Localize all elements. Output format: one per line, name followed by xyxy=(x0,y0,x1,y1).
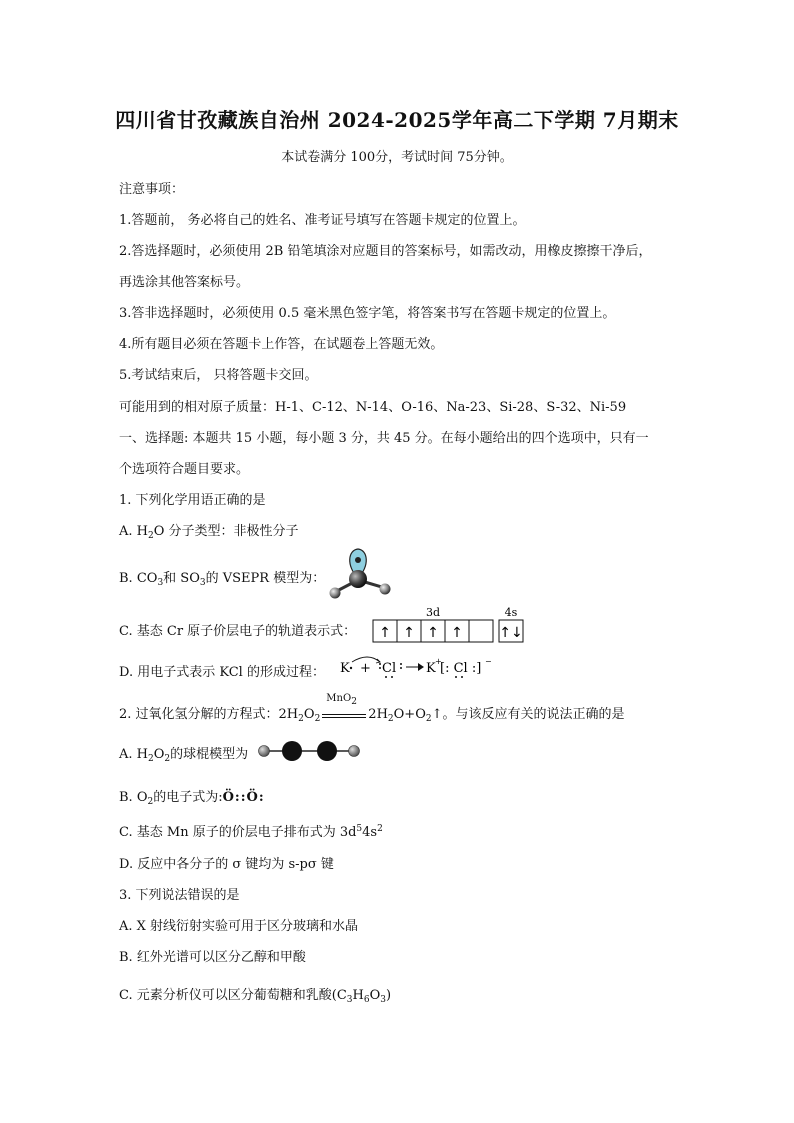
catalyst-sub: 2 xyxy=(351,697,357,707)
orbital-arrow-3: ↑ xyxy=(427,625,439,641)
note-item-4: 4.所有题目必须在答题卡上作答，在试题卷上答题无效。 xyxy=(119,337,444,352)
q2-b-sub: 2 xyxy=(147,797,154,807)
q2-option-a xyxy=(119,743,248,764)
q2-sub1: 2 xyxy=(298,714,304,724)
q1-b-sub2: 3 xyxy=(199,578,206,588)
q2-a-text-end: 的球棍模型为 xyxy=(170,747,249,762)
q3-option-a: A. X 射线衍射实验可用于区分玻璃和水晶 xyxy=(119,919,359,934)
orbital-arrow-1: ↑ xyxy=(379,625,391,641)
q1-b-mid: 和 SO xyxy=(163,571,200,586)
orbital-diagram xyxy=(372,607,528,643)
catalyst-label xyxy=(326,693,357,707)
q2-c-mid: 4s xyxy=(362,825,378,840)
q3-c-sub2: 6 xyxy=(363,995,370,1005)
q2-option-b xyxy=(119,786,265,807)
q3-c-close: ) xyxy=(386,988,392,1003)
q2-option-d: D. 反应中各分子的 σ 键均为 s-pσ 键 xyxy=(119,857,334,872)
q3-stem: 3. 下列说法错误的是 xyxy=(119,888,240,903)
kcl-cl-ion: [: Cl :] xyxy=(440,661,482,676)
section-heading: 一、选择题: 本题共 15 小题，每小题 3 分，共 45 分。在每小题给出的四个选项中，只有一 xyxy=(119,431,649,446)
q2-b-text: B. O xyxy=(119,790,148,805)
section-heading-cont: 个选项符合题目要求。 xyxy=(119,462,250,477)
orbital-arrow-pair: ↑↓ xyxy=(499,625,523,641)
q3-c-o: O xyxy=(369,988,381,1003)
q3-c-sub1: 3 xyxy=(346,995,353,1005)
q1-stem: 1. 下列化学用语正确的是 xyxy=(119,493,266,508)
kcl-cl: Cl xyxy=(382,661,397,676)
q2-o2: O+O xyxy=(393,707,426,722)
atomic-masses: 可能用到的相对原子质量：H-1、C-12、N-14、O-16、Na-23、Si-28、S-32、Ni-59 xyxy=(119,400,627,415)
q2-o: O xyxy=(303,707,315,722)
reaction-arrow xyxy=(320,693,368,722)
q2-a-sub1: 2 xyxy=(148,754,154,764)
catalyst-text: MnO xyxy=(326,693,352,704)
q1-a-sub: 2 xyxy=(148,531,154,541)
q2-c-sup1: 5 xyxy=(356,824,363,834)
q2-b-text-end: 的电子式为: xyxy=(153,790,223,805)
q1-a-text: A. H xyxy=(119,524,148,539)
q3-c-h: H xyxy=(352,988,364,1003)
kcl-plus: + xyxy=(360,661,371,676)
q1-a-text-end: O 分子类型：非极性分子 xyxy=(153,524,299,539)
q3-option-c xyxy=(119,984,391,1005)
notes-heading: 注意事项： xyxy=(119,182,185,197)
kcl-k-ion: K xyxy=(426,661,436,676)
q2-products: 2H xyxy=(368,707,388,722)
orbital-arrow-2: ↑ xyxy=(403,625,415,641)
exam-subtitle: 本试卷满分 100分，考试时间 75分钟。 xyxy=(281,150,513,165)
q2-sub4: 2 xyxy=(425,714,432,724)
h2o2-ball-stick-model xyxy=(254,738,364,764)
page-title: 四川省甘孜藏族自治州 2024-2025学年高二下学期 7月期末 xyxy=(115,108,679,132)
note-item-5: 5.考试结束后， 只将答题卡交回。 xyxy=(119,368,318,383)
q1-option-b xyxy=(119,567,325,588)
q2-c-sup2: 2 xyxy=(377,824,383,834)
kcl-cl-charge: − xyxy=(485,657,492,666)
q2-c-text: C. 基态 Mn 原子的价层电子排布式为 3d xyxy=(119,825,357,840)
q2-a-mid: O xyxy=(153,747,165,762)
vsepr-model-image xyxy=(326,546,396,602)
q2-stem-text: 2. 过氧化氢分解的方程式：2H xyxy=(119,707,299,722)
kcl-k: K xyxy=(340,661,350,676)
q2-stem xyxy=(119,693,625,724)
q1-option-d: D. 用电子式表示 KCl 的形成过程： xyxy=(119,665,325,680)
q1-b-text: B. CO xyxy=(119,571,158,586)
orbital-label-3d: 3d xyxy=(425,607,441,619)
q3-c-text: C. 元素分析仪可以区分葡萄糖和乳酸(C xyxy=(119,988,347,1003)
q1-option-c: C. 基态 Cr 原子价层电子的轨道表示式： xyxy=(119,624,357,639)
kcl-formation-diagram xyxy=(338,652,498,682)
q2-sub3: 2 xyxy=(387,714,394,724)
note-item-2: 2.答选择题时，必须使用 2B 铅笔填涂对应题目的答案标号，如需改动，用橡皮擦擦干净后， xyxy=(119,244,652,259)
q2-a-text: A. H xyxy=(119,747,148,762)
orbital-arrow-4: ↑ xyxy=(451,625,463,641)
q2-option-c xyxy=(119,821,383,840)
q2-a-sub2: 2 xyxy=(164,754,171,764)
q1-b-text-end: 的 VSEPR 模型为： xyxy=(205,571,326,586)
kcl-k-charge: + xyxy=(435,657,442,666)
note-item-1: 1.答题前， 务必将自己的姓名、准考证号填写在答题卡规定的位置上。 xyxy=(119,213,526,228)
q2-stem-end: ↑。与该反应有关的说法正确的是 xyxy=(431,707,625,722)
q2-sub2: 2 xyxy=(314,714,321,724)
q1-option-a xyxy=(119,520,299,541)
q3-option-b: B. 红外光谱可以区分乙醇和甲酸 xyxy=(119,950,306,965)
q1-b-sub1: 3 xyxy=(157,578,164,588)
double-line xyxy=(322,714,366,718)
orbital-label-4s: 4s xyxy=(504,607,518,619)
o2-electron-formula: Ö::Ö: xyxy=(222,790,265,805)
note-item-2-cont: 再选涂其他答案标号。 xyxy=(119,275,250,290)
q3-c-sub3: 3 xyxy=(380,995,386,1005)
note-item-3: 3.答非选择题时，必须使用 0.5 毫米黑色签字笔，将答案书写在答题卡规定的位置上。 xyxy=(119,306,616,321)
